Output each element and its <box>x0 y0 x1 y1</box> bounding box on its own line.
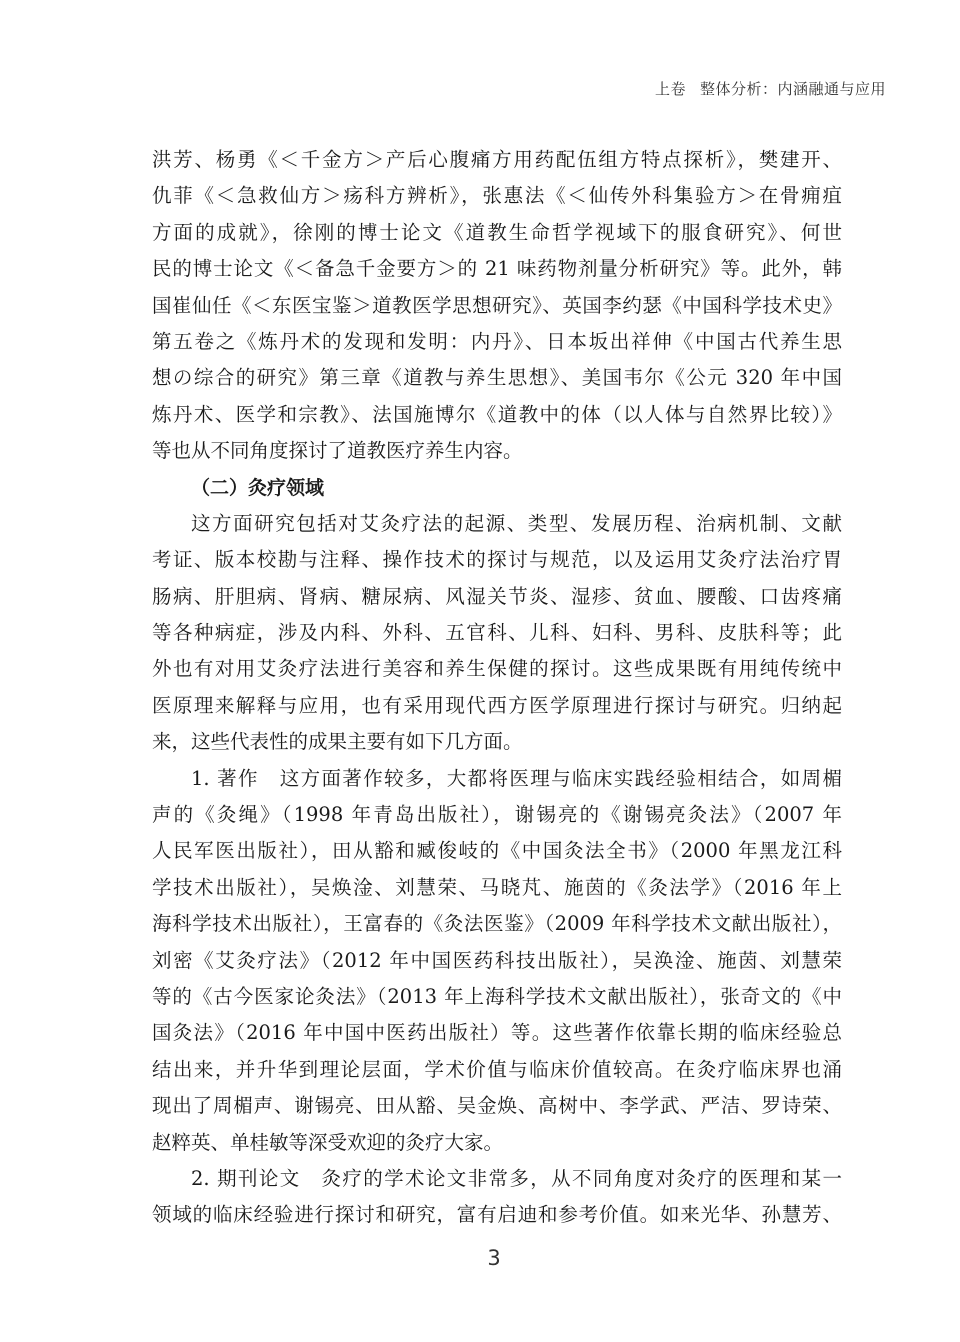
body-line: 刘密《艾灸疗法》（2012 年中国医药科技出版社），吴涣淦、施茵、刘慧荣 <box>152 948 842 972</box>
body-line: 想の综合的研究》第三章《道教与养生思想》、美国韦尔《公元 320 年中国 <box>152 366 842 390</box>
body-line: 学技术出版社），吴焕淦、刘慧荣、马晓芃、施茵的《灸法学》（2016 年上 <box>152 875 842 899</box>
body-line: 国灸法》（2016 年中国中医药出版社）等。这些著作依靠长期的临床经验总 <box>152 1021 842 1045</box>
body-line: 第五卷之《炼丹术的发现和发明：内丹》、日本坂出祥伸《中国古代养生思 <box>152 329 842 353</box>
body-line: 炼丹术、医学和宗教》、法国施博尔《道教中的体（以人体与自然界比较）》 <box>152 402 842 426</box>
body-line: 考证、版本校勘与注释、操作技术的探讨与规范，以及运用艾灸疗法治疗胃 <box>152 548 842 572</box>
body-line: 肠病、肝胆病、肾病、糖尿病、风湿关节炎、湿疹、贫血、腰酸、口齿疼痛 <box>152 584 842 608</box>
body-line: 方面的成就》，徐刚的博士论文《道教生命哲学视域下的服食研究》、何世 <box>152 220 842 244</box>
section-heading: （二）灸疗领域 <box>191 476 325 499</box>
body-line: 现出了周楣声、谢锡亮、田从豁、吴金焕、高树中、李学武、严洁、罗诗荣、 <box>152 1094 842 1118</box>
body-line: 等也从不同角度探讨了道教医疗养生内容。 <box>152 439 523 463</box>
body-line: 仇菲《＜急救仙方＞疡科方辨析》，张惠法《＜仙传外科集验方＞在骨痈疽 <box>152 184 842 208</box>
header-section-title: 整体分析：内涵融通与应用 <box>699 80 886 98</box>
body-line: 声的《灸绳》（1998 年青岛出版社），谢锡亮的《谢锡亮灸法》（2007 年 <box>152 803 842 827</box>
body-line: 结出来，并升华到理论层面，学术价值与临床价值较高。在灸疗临床界也涌 <box>152 1057 842 1081</box>
body-line: 1. 著作 这方面著作较多，大都将医理与临床实践经验相结合，如周楣 <box>191 766 842 790</box>
body-line: 等各种病症，涉及内科、外科、五官科、儿科、妇科、男科、皮肤科等；此 <box>152 621 842 645</box>
running-header <box>655 78 886 99</box>
body-line: 国崔仙任《＜东医宝鉴＞道教医学思想研究》、英国李约瑟《中国科学技术史》 <box>152 293 842 317</box>
body-line: 民的博士论文《＜备急千金要方＞的 21 味药物剂量分析研究》等。此外，韩 <box>152 257 842 281</box>
body-text <box>152 142 842 1234</box>
body-line: 领域的临床经验进行探讨和研究，富有启迪和参考价值。如来光华、孙慧芳、 <box>152 1203 842 1227</box>
body-line: 赵粹英、单桂敏等深受欢迎的灸疗大家。 <box>152 1130 504 1154</box>
header-volume: 上卷 <box>654 80 686 98</box>
body-line: 来，这些代表性的成果主要有如下几方面。 <box>152 730 523 754</box>
body-line: 2. 期刊论文 灸疗的学术论文非常多，从不同角度对灸疗的医理和某一 <box>191 1166 842 1190</box>
body-line: 人民军医出版社），田从豁和臧俊岐的《中国灸法全书》（2000 年黑龙江科 <box>152 839 842 863</box>
body-line: 等的《古今医家论灸法》（2013 年上海科学技术文献出版社），张奇文的《中 <box>152 984 842 1008</box>
page-number: 3 <box>487 1246 501 1270</box>
body-line: 这方面研究包括对艾灸疗法的起源、类型、发展历程、治病机制、文献 <box>191 511 842 535</box>
body-line: 海科学技术出版社），王富春的《灸法医鉴》（2009 年科学技术文献出版社）， <box>152 912 842 936</box>
body-line: 外也有对用艾灸疗法进行美容和养生保健的探讨。这些成果既有用纯传统中 <box>152 657 842 681</box>
body-line: 医原理来解释与应用，也有采用现代西方医学原理进行探讨与研究。归纳起 <box>152 693 842 717</box>
body-line: 洪芳、杨勇《＜千金方＞产后心腹痛方用药配伍组方特点探析》，樊建开、 <box>152 148 842 171</box>
